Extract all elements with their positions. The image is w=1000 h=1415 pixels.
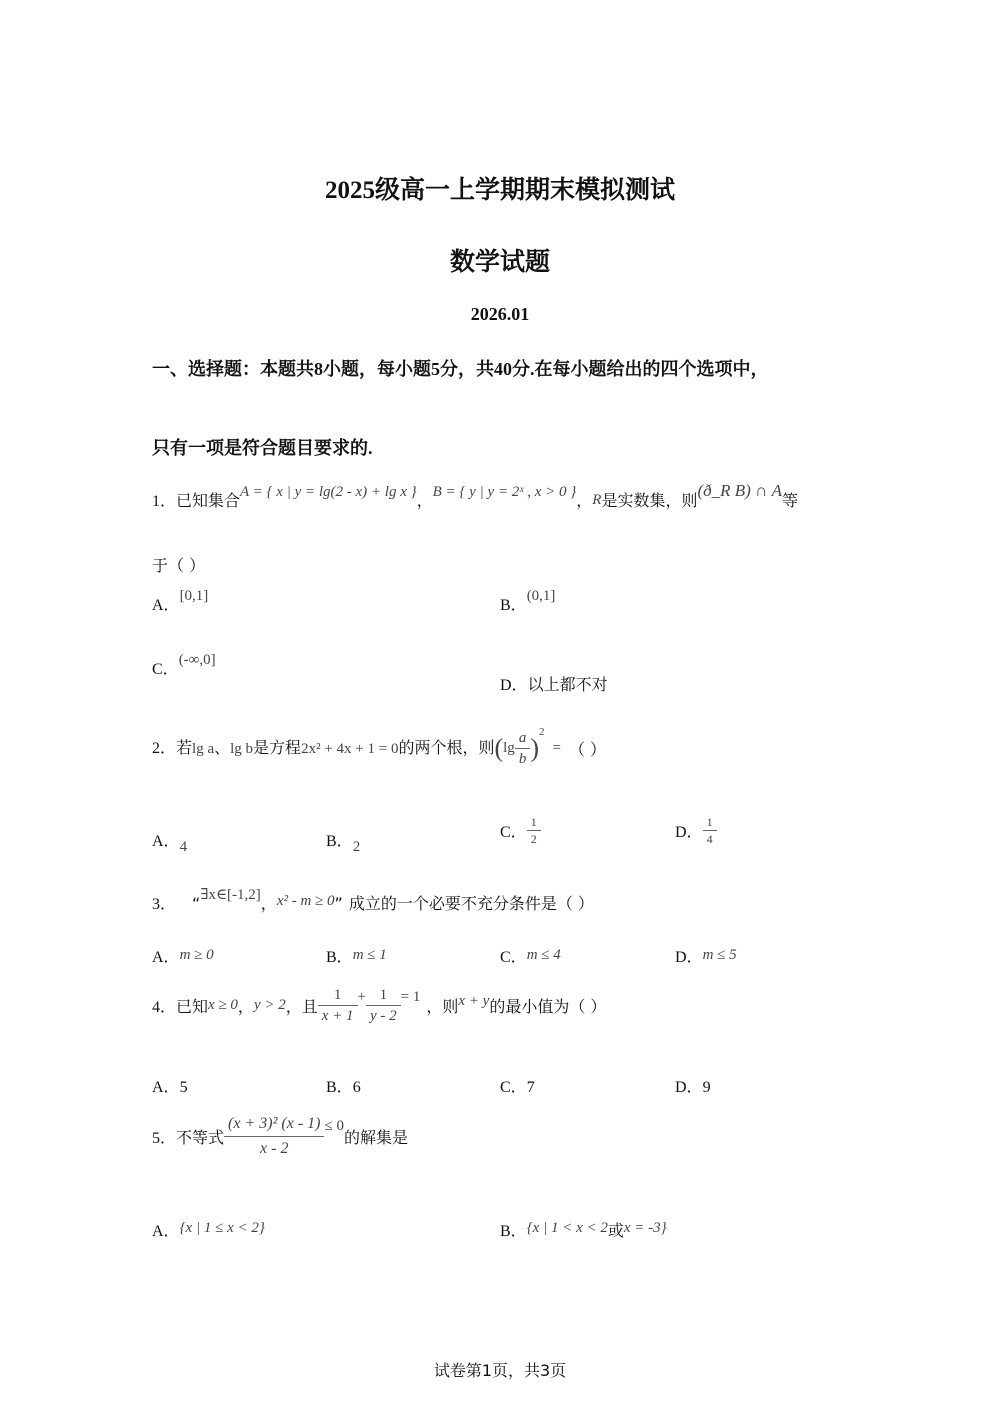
math-fraction-ab: $\frac{a}{b}$ bbox=[515, 728, 531, 769]
option-label: A． bbox=[152, 833, 180, 850]
question-text: 若 bbox=[176, 738, 193, 757]
math-lg-b: lg b bbox=[230, 741, 254, 757]
math-set-b: B = { y | y = 2ˣ , x > 0 } bbox=[432, 484, 577, 500]
question-text: 已知 bbox=[176, 997, 209, 1016]
math-equals-one: = 1 bbox=[400, 989, 421, 1005]
question-number: 5． bbox=[152, 1130, 177, 1147]
question-text: ，则 bbox=[426, 997, 459, 1016]
option-5a[interactable] bbox=[152, 1218, 265, 1241]
option-value: (0,1] bbox=[526, 588, 556, 604]
math-exists: ∃x∈[-1,2] bbox=[200, 887, 261, 903]
option-value: {x | 1 ≤ x < 2} bbox=[179, 1220, 265, 1236]
option-value: (-∞,0] bbox=[178, 652, 216, 668]
math-y-cond: y > 2 bbox=[253, 997, 286, 1013]
option-value: 9 bbox=[702, 1079, 711, 1096]
option-value: 4 bbox=[179, 839, 188, 855]
option-value: m ≤ 4 bbox=[526, 947, 561, 963]
option-3b[interactable] bbox=[326, 944, 387, 967]
question-text: 等 bbox=[781, 491, 798, 510]
math-sum: x + y bbox=[458, 993, 490, 1009]
option-label: B． bbox=[500, 597, 527, 614]
option-label: D． bbox=[675, 1079, 703, 1096]
option-2b[interactable] bbox=[326, 828, 361, 855]
option-value: [0,1] bbox=[179, 588, 209, 604]
option-1a[interactable] bbox=[152, 588, 209, 615]
option-value: 以上都不对 bbox=[527, 675, 608, 694]
question-number: 2． bbox=[152, 740, 177, 757]
option-value-a: {x | 1 < x < 2 bbox=[526, 1220, 608, 1236]
punct: ， bbox=[576, 491, 593, 510]
option-label: C． bbox=[500, 1079, 527, 1096]
question-5 bbox=[152, 1112, 408, 1161]
math-equals: = bbox=[552, 740, 561, 756]
math-fraction-inequality: $\frac{\text{(x + 3)² (x - 1)}}{x - 2}$ bbox=[224, 1112, 324, 1161]
math-relation: ≤ 0 bbox=[324, 1118, 344, 1134]
question-text: 的解集是 bbox=[343, 1128, 408, 1147]
option-label: D． bbox=[675, 949, 703, 966]
option-1c[interactable] bbox=[152, 652, 216, 679]
question-text: 成立的一个必要不充分条件是（ ） bbox=[348, 894, 594, 913]
option-label: C． bbox=[152, 661, 179, 678]
punct: ， bbox=[260, 894, 277, 913]
option-value: m ≤ 1 bbox=[352, 947, 387, 963]
quote-open: “ bbox=[192, 894, 201, 913]
option-1d[interactable] bbox=[500, 672, 608, 695]
option-5b[interactable] bbox=[500, 1218, 667, 1241]
math-lg: lg bbox=[503, 740, 515, 756]
option-label: B． bbox=[326, 833, 353, 850]
exam-title: 2025级高一上学期期末模拟测试 bbox=[324, 177, 675, 204]
option-label: B． bbox=[500, 1223, 527, 1240]
exam-subtitle: 数学试题 bbox=[449, 249, 550, 276]
question-text: ，且 bbox=[285, 997, 318, 1016]
option-4d[interactable] bbox=[675, 1074, 711, 1097]
option-label: A． bbox=[152, 1079, 180, 1096]
paren-close: ) bbox=[530, 733, 539, 763]
question-text: 是实数集，则 bbox=[601, 491, 698, 510]
option-label: D． bbox=[675, 824, 703, 841]
math-set-a: A = { x | y = lg(2 - x) + lg x } bbox=[240, 484, 417, 500]
option-3d[interactable] bbox=[675, 944, 737, 967]
question-text: 的两个根，则 bbox=[398, 738, 495, 757]
math-equation: 2x² + 4x + 1 = 0 bbox=[301, 741, 399, 757]
math-inequality: x² - m ≥ 0 bbox=[276, 893, 335, 909]
option-value-b: x = -3} bbox=[623, 1220, 667, 1236]
option-2c[interactable] bbox=[500, 814, 541, 847]
math-r: R bbox=[592, 492, 602, 508]
punct: 、 bbox=[214, 738, 231, 757]
question-3 bbox=[152, 887, 594, 914]
math-expression: (ð_R B) ∩ A bbox=[697, 481, 782, 500]
question-text: 不等式 bbox=[176, 1128, 225, 1147]
option-label: C． bbox=[500, 824, 527, 841]
option-fraction: $\frac{1}{2}$ bbox=[527, 814, 541, 847]
question-number: 3． bbox=[152, 896, 177, 913]
option-label: B． bbox=[326, 1079, 353, 1096]
option-label: A． bbox=[152, 1223, 180, 1240]
option-value: m ≥ 0 bbox=[179, 947, 214, 963]
exam-date: 2026.01 bbox=[470, 304, 530, 324]
option-label: D． bbox=[500, 677, 528, 694]
question-text: 的最小值为（ ） bbox=[489, 997, 607, 1016]
option-value-or: 或 bbox=[607, 1221, 624, 1240]
question-4 bbox=[152, 985, 606, 1026]
option-value: m ≤ 5 bbox=[702, 947, 737, 963]
math-fraction-2: $\frac{1}{y - 2}$ bbox=[366, 985, 401, 1026]
option-4b[interactable] bbox=[326, 1074, 361, 1097]
option-label: A． bbox=[152, 949, 180, 966]
question-text: 已知集合 bbox=[176, 491, 241, 510]
option-4c[interactable] bbox=[500, 1074, 535, 1097]
math-plus: + bbox=[357, 989, 366, 1005]
option-label: B． bbox=[326, 949, 353, 966]
option-value: 6 bbox=[352, 1079, 361, 1096]
math-lg-a: lg a bbox=[192, 741, 215, 757]
option-4a[interactable] bbox=[152, 1074, 188, 1097]
question-text: （ ） bbox=[568, 740, 607, 759]
option-label: A． bbox=[152, 597, 180, 614]
question-2 bbox=[152, 725, 607, 769]
option-label: C． bbox=[500, 949, 527, 966]
math-fraction-1: $\frac{1}{x + 1}$ bbox=[318, 985, 358, 1026]
paren-open: ( bbox=[494, 733, 504, 763]
option-3a[interactable] bbox=[152, 944, 214, 967]
option-1b[interactable] bbox=[500, 588, 556, 615]
section-instructions-line1: 一、选择题：本题共8小题，每小题5分，共40分.在每小题给出的四个选项中， bbox=[152, 359, 769, 379]
question-1-line1 bbox=[152, 481, 798, 511]
punct: ， bbox=[237, 997, 254, 1016]
option-2a[interactable] bbox=[152, 828, 188, 855]
option-value: 7 bbox=[526, 1079, 535, 1096]
option-2d[interactable] bbox=[675, 814, 717, 847]
option-fraction: $\frac{1}{4}$ bbox=[703, 814, 717, 847]
page-footer: 试卷第1页，共3页 bbox=[433, 1361, 567, 1380]
question-text: 是方程 bbox=[253, 738, 302, 757]
option-3c[interactable] bbox=[500, 944, 561, 967]
math-power: 2 bbox=[538, 725, 545, 738]
section-instructions-line2: 只有一项是符合题目要求的. bbox=[152, 438, 373, 458]
option-value: 5 bbox=[179, 1079, 188, 1096]
punct: ， bbox=[416, 491, 433, 510]
quote-close: ” bbox=[334, 894, 343, 913]
math-x-cond: x ≥ 0 bbox=[208, 997, 238, 1013]
question-number: 4． bbox=[152, 999, 177, 1016]
option-value: 2 bbox=[352, 839, 361, 855]
question-1-line2: 于（ ） bbox=[152, 556, 206, 575]
question-number: 1． bbox=[152, 493, 177, 510]
